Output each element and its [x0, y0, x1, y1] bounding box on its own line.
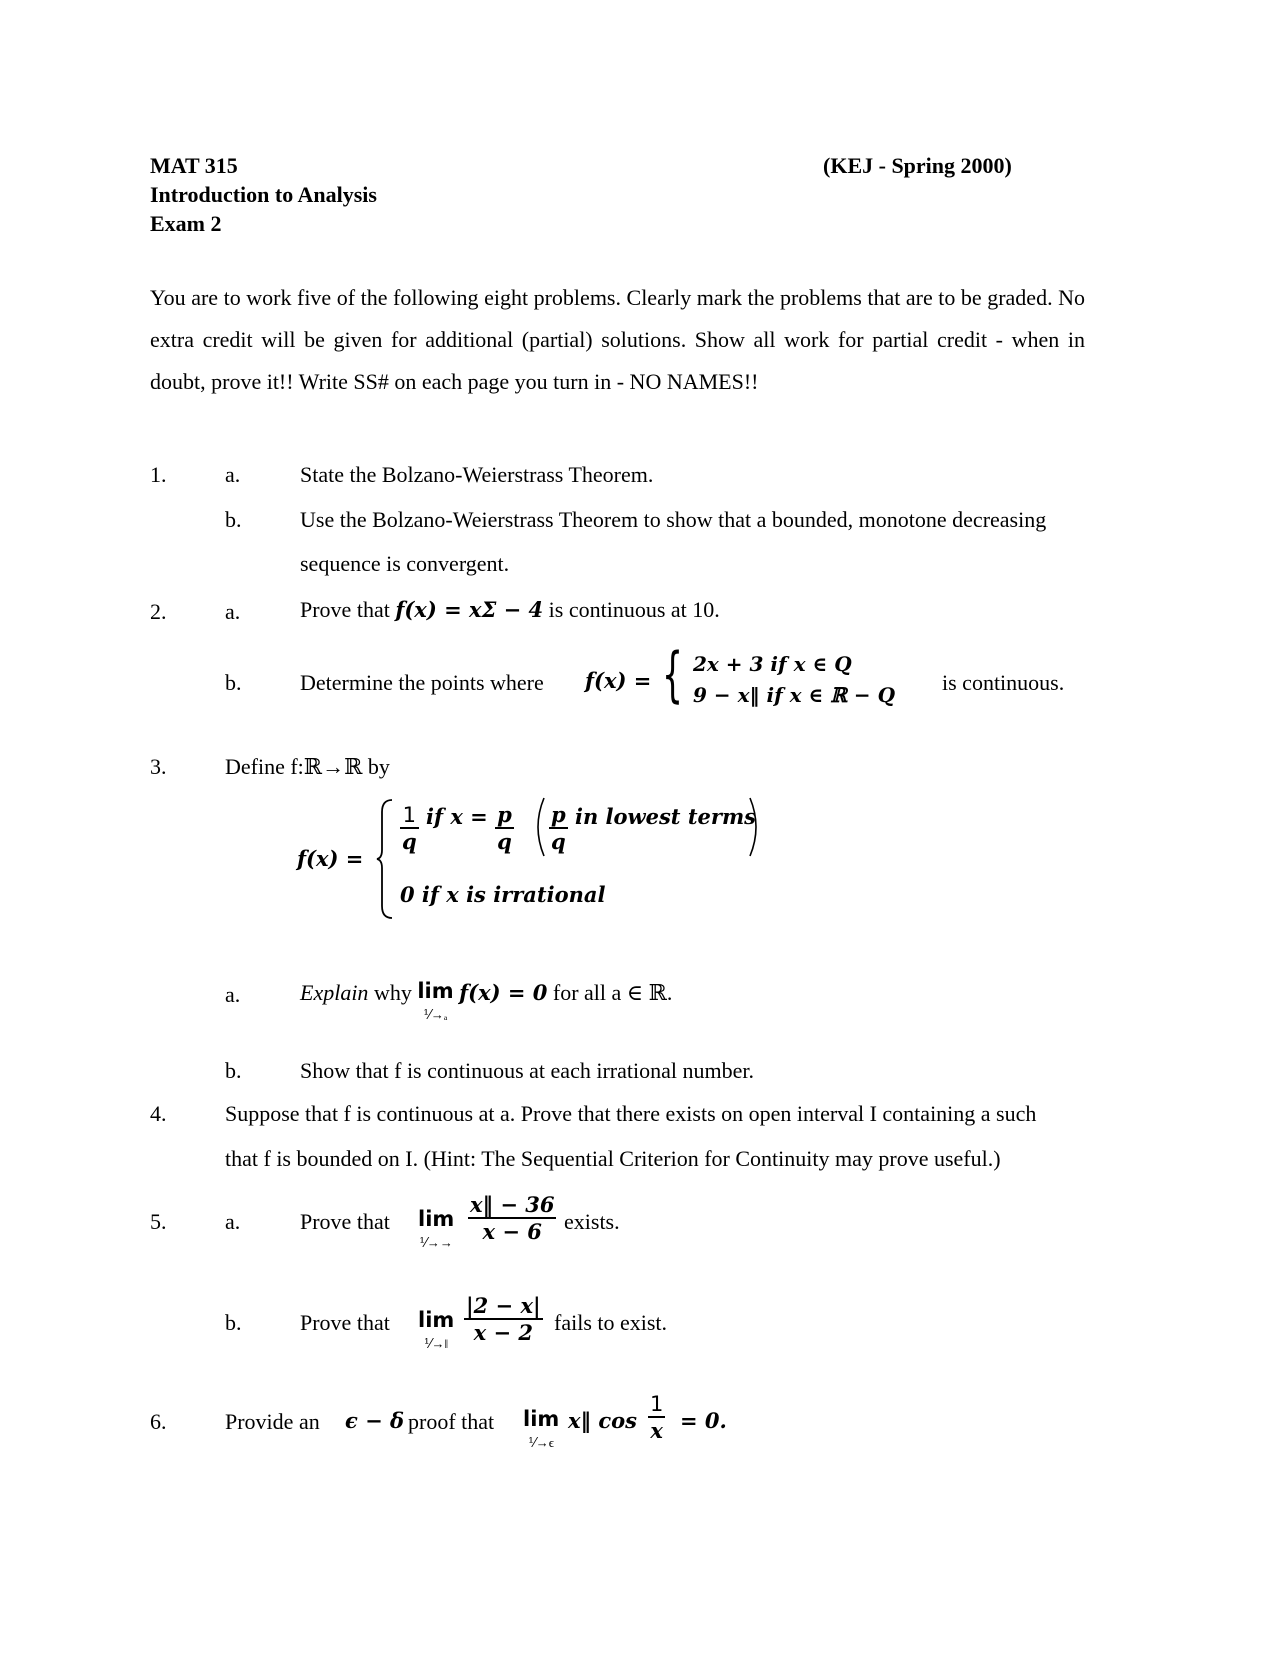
problem-6-mid: proof that — [408, 1409, 495, 1434]
problem-2a-statement — [300, 597, 720, 623]
fraction-denominator: q — [497, 829, 512, 854]
problem-4-line2: that f is bounded on I. (Hint: The Sequential Criterion for Continuity may prove useful.) — [225, 1146, 1001, 1171]
problem-2b-case-1: 2x + 3 if x ∈ Q — [693, 652, 852, 676]
problem-3-case-1 — [400, 802, 514, 854]
problem-3-case-2: 0 if x is irrational — [400, 882, 606, 907]
fraction-numerator: 1 — [650, 1392, 664, 1416]
problem-3a-math: f(x) = 0 — [459, 980, 548, 1005]
problem-3-case-1-pq — [495, 802, 514, 854]
problem-2a-prefix: Prove that — [300, 597, 390, 622]
problem-5b-fraction — [464, 1293, 543, 1345]
limit-operator: lim — [418, 1308, 455, 1332]
exam-title: Exam 2 — [150, 211, 222, 236]
problem-5b-prefix: Prove that — [300, 1310, 390, 1335]
fraction-numerator: 1 — [400, 803, 419, 829]
problem-2a-suffix: is continuous at 10. — [548, 597, 720, 622]
problem-5b-limit — [418, 1310, 454, 1350]
problem-5b-suffix: fails to exist. — [554, 1310, 668, 1335]
limit-operator: lim — [523, 1407, 560, 1431]
fraction — [468, 1192, 556, 1244]
problem-5a-fraction — [468, 1192, 556, 1244]
problem-4-line1: Suppose that f is continuous at a. Prove that there exists on open interval I containing a such — [225, 1101, 1037, 1126]
limit-operator: lim — [417, 979, 454, 1003]
problem-6-expression: x‖ cos — [568, 1408, 637, 1433]
problem-2a-math: f(x) = xΣ − 4 — [395, 597, 544, 622]
fraction-numerator: x‖ − 36 — [470, 1192, 555, 1217]
problem-3a-statement — [300, 980, 672, 1021]
instructions: You are to work five of the following eight problems. Clearly mark the problems that are to be graded. No extra credit will be given for additional (partial) solutions. Show all work for partial credit - when in doubt, prove it!! Write SS# on each page you turn in - NO NAMES!! — [150, 285, 1085, 394]
problem-5-number: 5. — [150, 1209, 167, 1234]
problem-5a-limit — [418, 1209, 454, 1249]
problem-6-number: 6. — [150, 1409, 167, 1434]
problem-1a-label: a. — [225, 462, 241, 487]
fraction-numerator: p — [497, 802, 512, 827]
problem-3-case-1-condition: if x = — [426, 803, 488, 829]
problem-3b-label: b. — [225, 1058, 242, 1083]
fraction-numerator: p — [551, 802, 566, 827]
problem-3-case-1-paren-fraction — [549, 802, 568, 854]
fraction-numerator: |2 − x| — [466, 1293, 541, 1318]
problem-6-tail: = 0. — [680, 1408, 727, 1433]
problem-3a-explain: Explain — [300, 980, 369, 1005]
fraction-denominator: x − 2 — [473, 1320, 533, 1345]
problem-5a-label: a. — [225, 1209, 241, 1234]
problem-4-number: 4. — [150, 1101, 167, 1126]
fraction-denominator: q — [551, 829, 566, 854]
problem-3a-label: a. — [225, 982, 241, 1007]
fraction-denominator: q — [402, 828, 417, 854]
problem-1b-label: b. — [225, 507, 242, 532]
problem-3b-text: Show that f is continuous at each irrational number. — [300, 1058, 754, 1083]
problem-5a-prefix: Prove that — [300, 1209, 390, 1234]
problem-1b-text-line2: sequence is convergent. — [300, 551, 510, 576]
problem-6-prefix: Provide an — [225, 1409, 320, 1434]
fraction — [464, 1293, 543, 1345]
problem-2b-label: b. — [225, 670, 242, 695]
problem-6-fraction — [648, 1392, 665, 1443]
problem-2b-suffix: is continuous. — [942, 670, 1065, 695]
problem-2b-function: f(x) = — [585, 668, 652, 693]
problem-2b-left-brace: { — [662, 640, 684, 710]
fraction-denominator: x — [650, 1418, 663, 1443]
problem-2b-prefix: Determine the points where — [300, 670, 544, 695]
problem-3a-why: why — [373, 980, 412, 1005]
problem-2-number: 2. — [150, 599, 167, 624]
limit-operator: lim — [418, 1207, 455, 1231]
problem-3-intro: Define f:ℝ→ℝ by — [225, 754, 390, 779]
problem-3-case-1-fraction — [400, 803, 419, 854]
problem-5b-label: b. — [225, 1310, 242, 1335]
problem-3-case-1-paren — [549, 802, 756, 854]
limit-subscript: ⅟→→ — [419, 1235, 453, 1250]
problem-1-number: 1. — [150, 462, 167, 487]
course-title: Introduction to Analysis — [150, 182, 377, 207]
fraction — [648, 1392, 665, 1443]
limit-subscript: ⅟→‖ — [424, 1336, 449, 1351]
problem-6-epsilon-delta: ϵ − δ — [345, 1408, 405, 1433]
problem-3a-suffix: for all a ∈ ℝ. — [552, 980, 673, 1005]
limit-subscript: ⅟→ₐ — [423, 1007, 448, 1022]
problem-2a-label: a. — [225, 599, 241, 624]
problem-3-left-paren — [530, 796, 546, 858]
problem-3a-limit — [417, 980, 453, 1021]
problem-1b-text-line1: Use the Bolzano-Weierstrass Theorem to show that a bounded, monotone decreasing — [300, 507, 1047, 532]
fraction-denominator: x − 6 — [482, 1219, 542, 1244]
problem-6-limit — [523, 1409, 559, 1449]
problem-3-right-paren — [748, 796, 764, 858]
problem-3-left-brace — [376, 798, 396, 920]
problem-1a-text: State the Bolzano-Weierstrass Theorem. — [300, 462, 654, 487]
term-label: (KEJ - Spring 2000) — [823, 153, 1012, 178]
problem-3-lowest-terms: in lowest terms — [575, 803, 756, 829]
problem-3-function: f(x) = — [297, 846, 364, 871]
problem-2b-case-2: 9 − x‖ if x ∈ ℝ − Q — [693, 683, 896, 707]
problem-3-number: 3. — [150, 754, 167, 779]
problem-5a-suffix: exists. — [564, 1209, 620, 1234]
course-code: MAT 315 — [150, 153, 238, 178]
limit-subscript: ⅟→ϵ — [528, 1435, 554, 1450]
